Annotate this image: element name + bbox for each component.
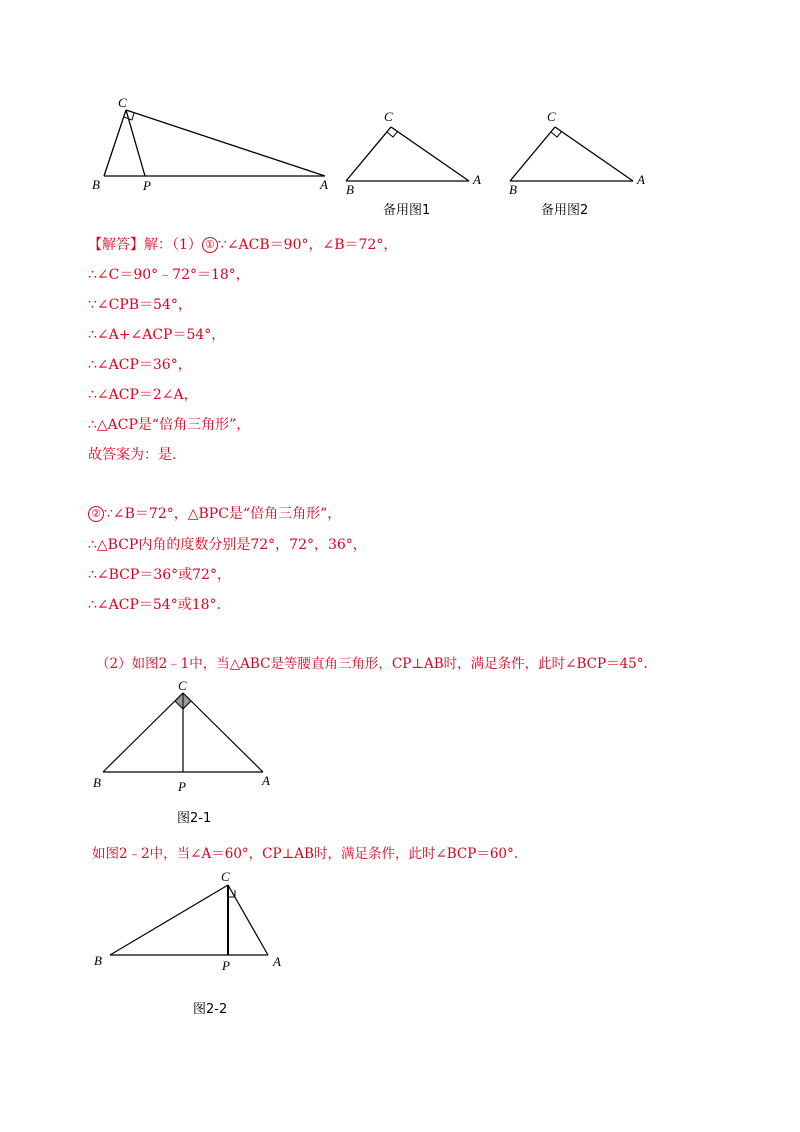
fig22-label-B: B — [94, 953, 102, 968]
fig22-CB — [110, 885, 228, 955]
solution-line-14: 如图2﹣2中，当∠A＝60°，CP⊥AB时，满足条件，此时∠BCP＝60°. — [92, 846, 519, 862]
solution-line-8: 故答案为：是. — [88, 447, 177, 463]
spare2-label-A: A — [637, 172, 645, 187]
fig21-label-B: B — [93, 775, 101, 790]
label-A: A — [320, 177, 328, 192]
fig22-CA — [228, 885, 268, 955]
fig22-label-P: P — [222, 958, 230, 973]
solution-line-4: ∴∠A+∠ACP＝54°， — [88, 327, 226, 343]
spare2-right-angle — [551, 131, 562, 137]
solution-line-13: （2）如图2﹣1中，当△ABC是等腰直角三角形，CP⊥AB时，满足条件，此时∠BCP＝45°. — [96, 656, 648, 672]
fig22-label-C: C — [221, 869, 230, 884]
solution-line-6: ∴∠ACP＝2∠A， — [88, 387, 198, 403]
label-P: P — [143, 178, 151, 193]
label-B: B — [92, 177, 100, 192]
fig22-label-A: A — [273, 954, 281, 969]
figure-main — [0, 0, 800, 200]
fig21-CA — [183, 693, 263, 772]
spare2-CB — [510, 127, 555, 181]
spare1-right-angle — [387, 131, 398, 137]
solution-line-3: ∵∠CPB＝54°， — [88, 297, 192, 313]
solution-line-7: ∴△ACP是“倍角三角形”， — [88, 417, 251, 433]
solution-line-10: ∴△BCP内角的度数分别是72°，72°，36°， — [88, 537, 367, 553]
circle-2: ② — [88, 506, 104, 522]
caption-spare1: 备用图1 — [383, 203, 431, 218]
fig21-label-A: A — [262, 773, 270, 788]
solution-line-5: ∴∠ACP＝36°， — [88, 357, 192, 373]
segment-CA — [126, 110, 325, 176]
spare1-label-A: A — [473, 172, 481, 187]
fig21-label-C: C — [178, 678, 187, 693]
fig21-CB — [103, 693, 183, 772]
spare1-CB — [346, 127, 391, 181]
solution-line-11: ∴∠BCP＝36°或72°， — [88, 567, 231, 583]
label-C: C — [118, 95, 127, 110]
answer-tag: 【解答】 — [88, 237, 144, 253]
fig21-label-P: P — [178, 779, 186, 794]
solution-line-1: 【解答】解：（1） ① ∵∠ACB＝90°，∠B＝72°， — [88, 237, 398, 253]
segment-CB — [104, 110, 126, 176]
right-angle-mark — [124, 113, 134, 120]
solution-line-9: ② ∵∠B＝72°，△BPC是“倍角三角形”， — [88, 505, 341, 523]
caption-spare2: 备用图2 — [541, 203, 589, 218]
solution-line-12: ∴∠ACP＝54°或18°. — [88, 597, 221, 613]
caption-fig22: 图2-2 — [193, 1002, 228, 1017]
solution-line-2: ∴∠C＝90°﹣72°＝18°， — [88, 267, 250, 283]
spare1-label-C: C — [384, 109, 393, 124]
spare2-CA — [555, 127, 633, 181]
caption-fig21: 图2-1 — [177, 811, 212, 826]
figure-2-1 — [0, 670, 800, 810]
spare1-CA — [391, 127, 469, 181]
spare1-label-B: B — [346, 182, 354, 197]
spare2-label-C: C — [547, 109, 556, 124]
spare2-label-B: B — [509, 182, 517, 197]
segment-CP — [126, 110, 145, 176]
circle-1: ① — [202, 237, 218, 253]
figure-2-2 — [0, 860, 800, 980]
